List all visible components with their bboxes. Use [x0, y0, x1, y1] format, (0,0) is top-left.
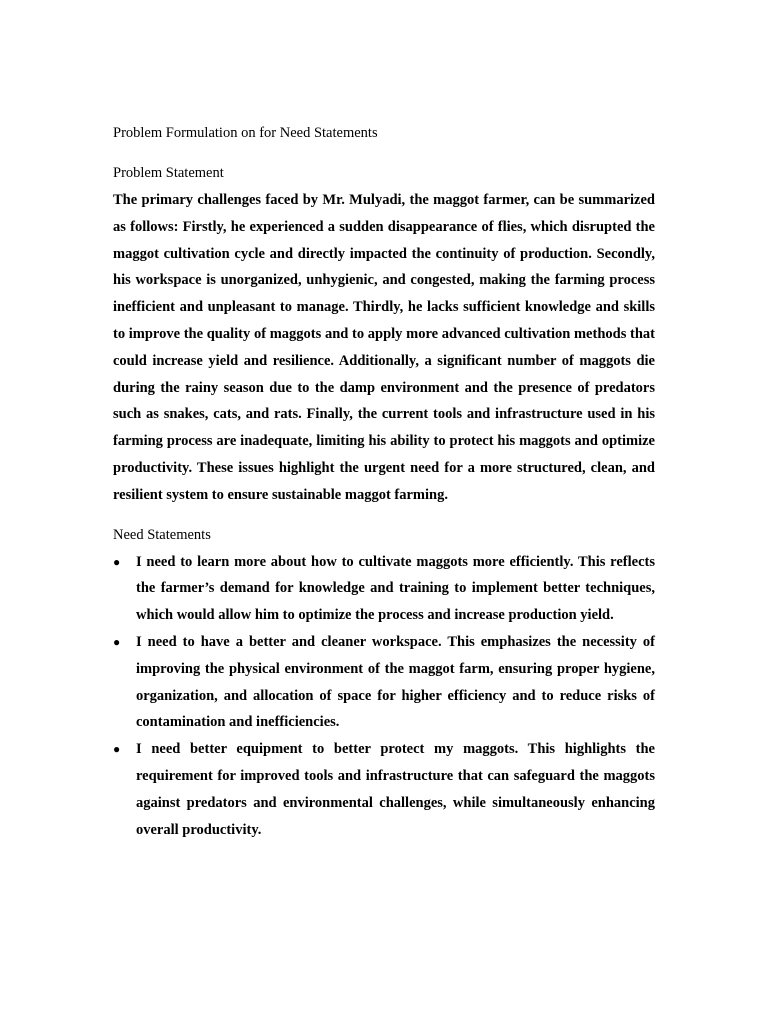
need-statements-list [113, 549, 655, 844]
problem-statement-paragraph: The primary challenges faced by Mr. Mulyadi, the maggot farmer, can be summarized as follows: Firstly, he experienced a sudden disappearance of flies, which disrupted the maggot cultivation cycle and directly impacted the continuity of production. Secondly, his workspace is unorganized, unhygienic, and congested, making the farming process inefficient and unpleasant to manage. Thirdly, he lacks sufficient knowledge and skills to improve the quality of maggots and to apply more advanced cultivation methods that could increase yield and resilience. Additionally, a significant number of maggots die during the rainy season due to the damp environment and the presence of predators such as snakes, cats, and rats. Finally, the current tools and infrastructure used in his farming process are inadequate, limiting his ability to protect his maggots and optimize productivity. These issues highlight the urgent need for a more structured, clean, and resilient system to ensure sustainable maggot farming. [113, 192, 655, 503]
need-statement-item [113, 736, 655, 843]
need-statement-text: I need to have a better and cleaner workspace. This emphasizes the necessity of improving the physical environment of the maggot farm, ensuring proper hygiene, organization, and allocation of space for higher efficiency and to reduce risks of contamination and inefficiencies. [136, 633, 655, 731]
need-statements-heading: Need Statements [113, 526, 211, 543]
need-statement-text: I need better equipment to better protect my maggots. This highlights the requirement for improved tools and infrastructure that can safeguard the maggots against predators and environmental challenges, while simultaneously enhancing overall productivity. [136, 741, 655, 838]
bullet-icon: ● [113, 554, 121, 569]
need-statement-item [113, 549, 655, 629]
need-statement-item [113, 629, 655, 736]
bullet-icon: ● [113, 742, 121, 757]
problem-statement-heading: Problem Statement [113, 165, 224, 181]
document-title: Problem Formulation on for Need Statements [113, 125, 378, 141]
document-page [113, 120, 655, 843]
need-statement-text: I need to learn more about how to cultivate maggots more efficiently. This reflects the farmer’s demand for knowledge and training to implement better techniques, which would allow him to optimize the process and increase production yield. [136, 553, 655, 624]
bullet-icon: ● [113, 634, 121, 649]
